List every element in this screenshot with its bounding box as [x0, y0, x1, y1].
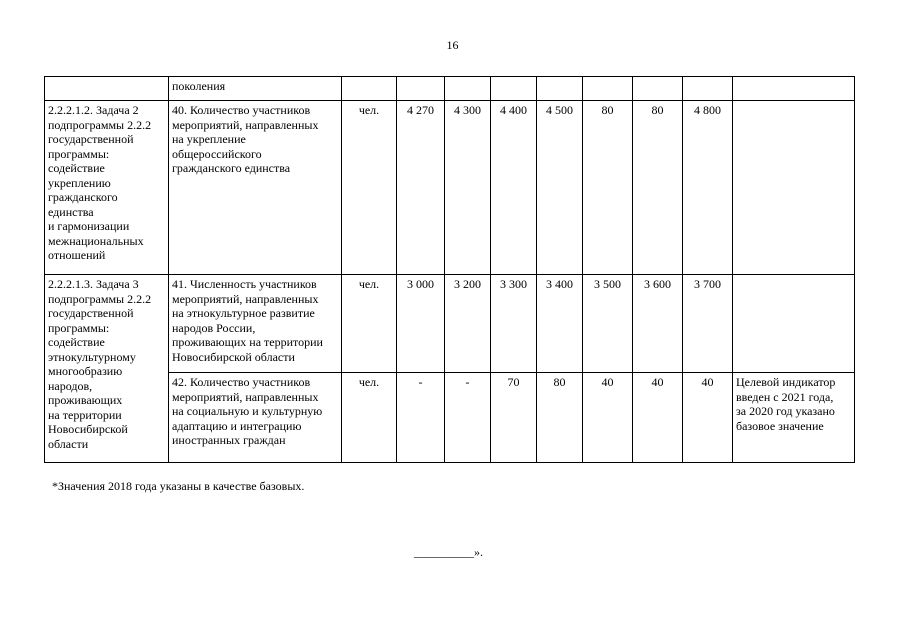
value-cell: 3 200 [445, 275, 491, 373]
note-cell [733, 275, 855, 373]
table-row [45, 101, 855, 275]
task-cell-line: отношений [48, 248, 106, 262]
unit-cell: чел. [342, 373, 397, 463]
task-cell-line: и гармонизации [48, 219, 130, 233]
task-cell-line: содействие [48, 161, 105, 175]
task-cell-line: проживающих [48, 393, 123, 407]
note-cell-line: введен с 2021 года, [736, 389, 834, 404]
value-cell: 4 270 [397, 101, 445, 275]
cell-empty [683, 77, 733, 101]
indicator-cell-line: мероприятий, направленных [172, 389, 319, 404]
task-cell-line: программы: [48, 320, 110, 335]
value-cell: 4 400 [491, 101, 537, 275]
task-cell-line: многообразию [48, 364, 123, 378]
cell-empty [491, 77, 537, 101]
indicator-cell-line: Новосибирской области [172, 349, 295, 364]
indicator-cell-line: на укрепление [172, 132, 246, 146]
value-cell: 4 800 [683, 101, 733, 275]
task-cell-line: области [48, 436, 89, 451]
indicator-cell-line: гражданского единства [172, 161, 291, 175]
task-cell-line: подпрограммы 2.2.2 [48, 117, 152, 132]
value-cell: 70 [491, 373, 537, 463]
value-cell: 4 300 [445, 101, 491, 275]
indicator-cell-line: 42. Количество участников [172, 375, 311, 389]
cell-empty [537, 77, 583, 101]
value-cell: 80 [583, 101, 633, 275]
value-cell: 80 [537, 373, 583, 463]
page-number: 16 [446, 38, 459, 52]
value-cell: - [397, 373, 445, 463]
value-cell: 40 [683, 373, 733, 463]
note-cell [733, 373, 855, 463]
task-cell-line: Новосибирской [48, 422, 128, 436]
indicator-cell-line: 40. Количество участников [172, 103, 311, 117]
cell-empty [397, 77, 445, 101]
task-cell-line: 2.2.2.1.3. Задача 3 [48, 277, 139, 291]
unit-cell: чел. [342, 275, 397, 373]
indicators-table [44, 76, 855, 463]
value-cell: 3 300 [491, 275, 537, 373]
task-cell-line: укреплению [48, 175, 111, 190]
cell-empty [45, 77, 169, 101]
indicator-cell-line: мероприятий, направленных [172, 117, 319, 132]
indicator-cell [169, 275, 342, 373]
indicator-cell-line: иностранных граждан [172, 433, 286, 447]
task-cell-line: межнациональных [48, 233, 144, 248]
value-cell: 80 [633, 101, 683, 275]
value-cell: 3 600 [633, 275, 683, 373]
table-row [45, 275, 855, 373]
indicator-cell [169, 101, 342, 275]
note-cell-line: за 2020 год указано [736, 404, 835, 418]
indicator-cell-line: на этнокультурное развитие [172, 306, 315, 320]
value-cell: 40 [633, 373, 683, 463]
task-cell-line: этнокультурному [48, 349, 136, 364]
value-cell: 3 700 [683, 275, 733, 373]
value-cell: 3 500 [583, 275, 633, 373]
indicator-cell [169, 373, 342, 463]
task-cell [45, 101, 169, 275]
value-cell: 3 000 [397, 275, 445, 373]
indicator-cell-line: на социальную и культурную [172, 404, 323, 418]
footnote: *Значения 2018 года указаны в качестве базовых. [52, 479, 305, 493]
indicator-cell-line: мероприятий, направленных [172, 291, 319, 306]
task-cell-line: единства [48, 204, 94, 219]
indicator-cell: поколения [169, 77, 342, 101]
task-cell-line: 2.2.2.1.2. Задача 2 [48, 103, 139, 117]
task-cell [45, 275, 169, 463]
task-cell-line: на территории [48, 407, 122, 422]
task-cell-line: подпрограммы 2.2.2 [48, 291, 152, 306]
task-cell-line: гражданского [48, 190, 118, 204]
task-cell-line: народов, [48, 378, 93, 393]
note-cell-line: базовое значение [736, 418, 824, 433]
closing-line: __________». [414, 545, 483, 559]
note-cell-line: Целевой индикатор [736, 375, 836, 389]
unit-cell: чел. [342, 101, 397, 275]
value-cell: 4 500 [537, 101, 583, 275]
value-cell: 40 [583, 373, 633, 463]
task-cell-line: государственной [48, 132, 134, 146]
task-cell-line: содействие [48, 335, 105, 349]
note-cell [733, 101, 855, 275]
cell-empty [633, 77, 683, 101]
indicator-cell-line: народов России, [172, 320, 256, 335]
indicator-cell-line: адаптацию и интеграцию [172, 418, 302, 433]
table-row-continuation [45, 77, 855, 101]
indicator-cell-line: общероссийского [172, 146, 262, 161]
indicator-cell-line: 41. Численность участников [172, 277, 317, 291]
indicator-cell-line: проживающих на территории [172, 335, 323, 349]
cell-empty [342, 77, 397, 101]
cell-empty [733, 77, 855, 101]
value-cell: - [445, 373, 491, 463]
cell-empty [445, 77, 491, 101]
cell-empty [583, 77, 633, 101]
value-cell: 3 400 [537, 275, 583, 373]
task-cell-line: программы: [48, 146, 110, 161]
task-cell-line: государственной [48, 306, 134, 320]
table-body [45, 77, 855, 463]
